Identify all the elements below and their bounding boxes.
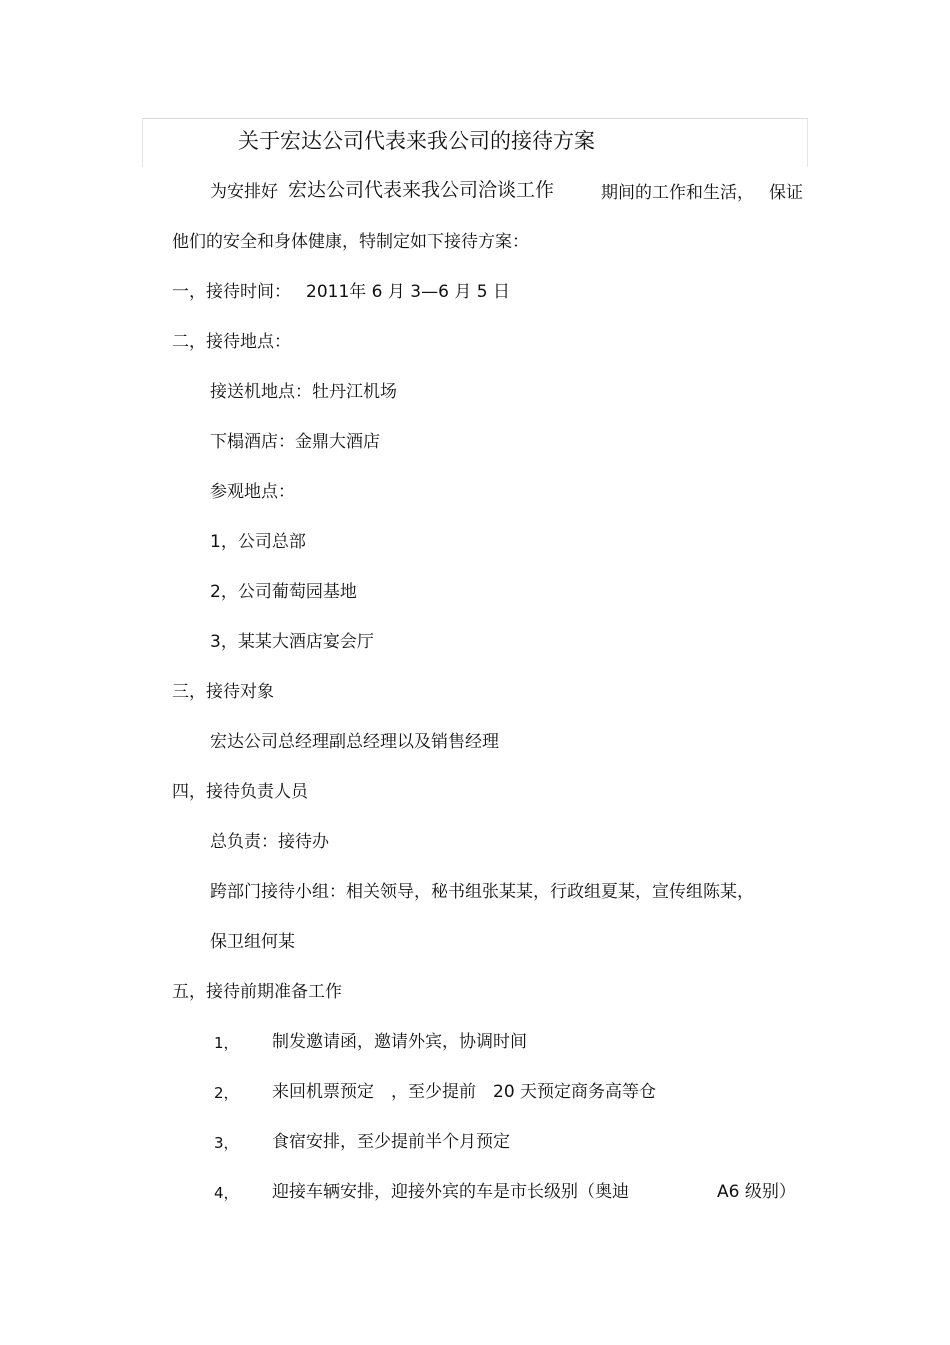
list-number: 3，: [214, 1134, 239, 1152]
list-item: 宏达公司总经理副总经理以及销售经理: [210, 732, 499, 752]
section-5-heading: 五，接待前期准备工作: [172, 982, 342, 1002]
list-item: 2，公司葡萄园基地: [210, 582, 357, 602]
section-4-heading: 四，接待负责人员: [172, 782, 308, 802]
list-item: 1，公司总部: [210, 532, 306, 552]
list-number: 1，: [214, 1034, 239, 1052]
list-number: 2，: [214, 1084, 239, 1102]
list-item: 参观地点：: [210, 482, 295, 502]
intro-lead: 为安排好: [210, 182, 278, 202]
list-item: 迎接车辆安排，迎接外宾的车是市长级别（奥迪: [272, 1182, 629, 1202]
list-item: 保卫组何某: [210, 932, 295, 952]
list-item: 接送机地点：牡丹江机场: [210, 382, 397, 402]
intro-emphasis: 宏达公司代表来我公司洽谈工作: [288, 179, 555, 201]
intro-line-2: 他们的安全和身体健康，特制定如下接待方案：: [172, 232, 529, 252]
list-item: 来回机票预定 ，至少提前 20 天预定商务高等仓: [272, 1082, 657, 1102]
intro-tail: 期间的工作和生活，: [601, 183, 754, 203]
list-item: 跨部门接待小组：相关领导，秘书组张某某，行政组夏某，宣传组陈某，: [210, 882, 754, 902]
document-title: 关于宏达公司代表来我公司的接待方案: [238, 129, 595, 153]
section-1-value: 2011年 6 月 3—6 月 5 日: [306, 282, 510, 302]
list-item: 食宿安排，至少提前半个月预定: [272, 1132, 510, 1152]
list-item-continuation: A6 级别）: [717, 1182, 796, 1202]
section-3-heading: 三，接待对象: [172, 682, 274, 702]
section-1-heading: 一，接待时间：: [172, 282, 291, 302]
list-item: 3，某某大酒店宴会厅: [210, 632, 374, 652]
list-number: 4，: [214, 1184, 239, 1202]
list-item: 下榻酒店：金鼎大酒店: [210, 432, 380, 452]
intro-tail-end: 保证: [769, 183, 803, 203]
list-item: 总负责：接待办: [210, 832, 329, 852]
list-item: 制发邀请函，邀请外宾，协调时间: [272, 1032, 527, 1052]
section-2-heading: 二，接待地点：: [172, 332, 291, 352]
